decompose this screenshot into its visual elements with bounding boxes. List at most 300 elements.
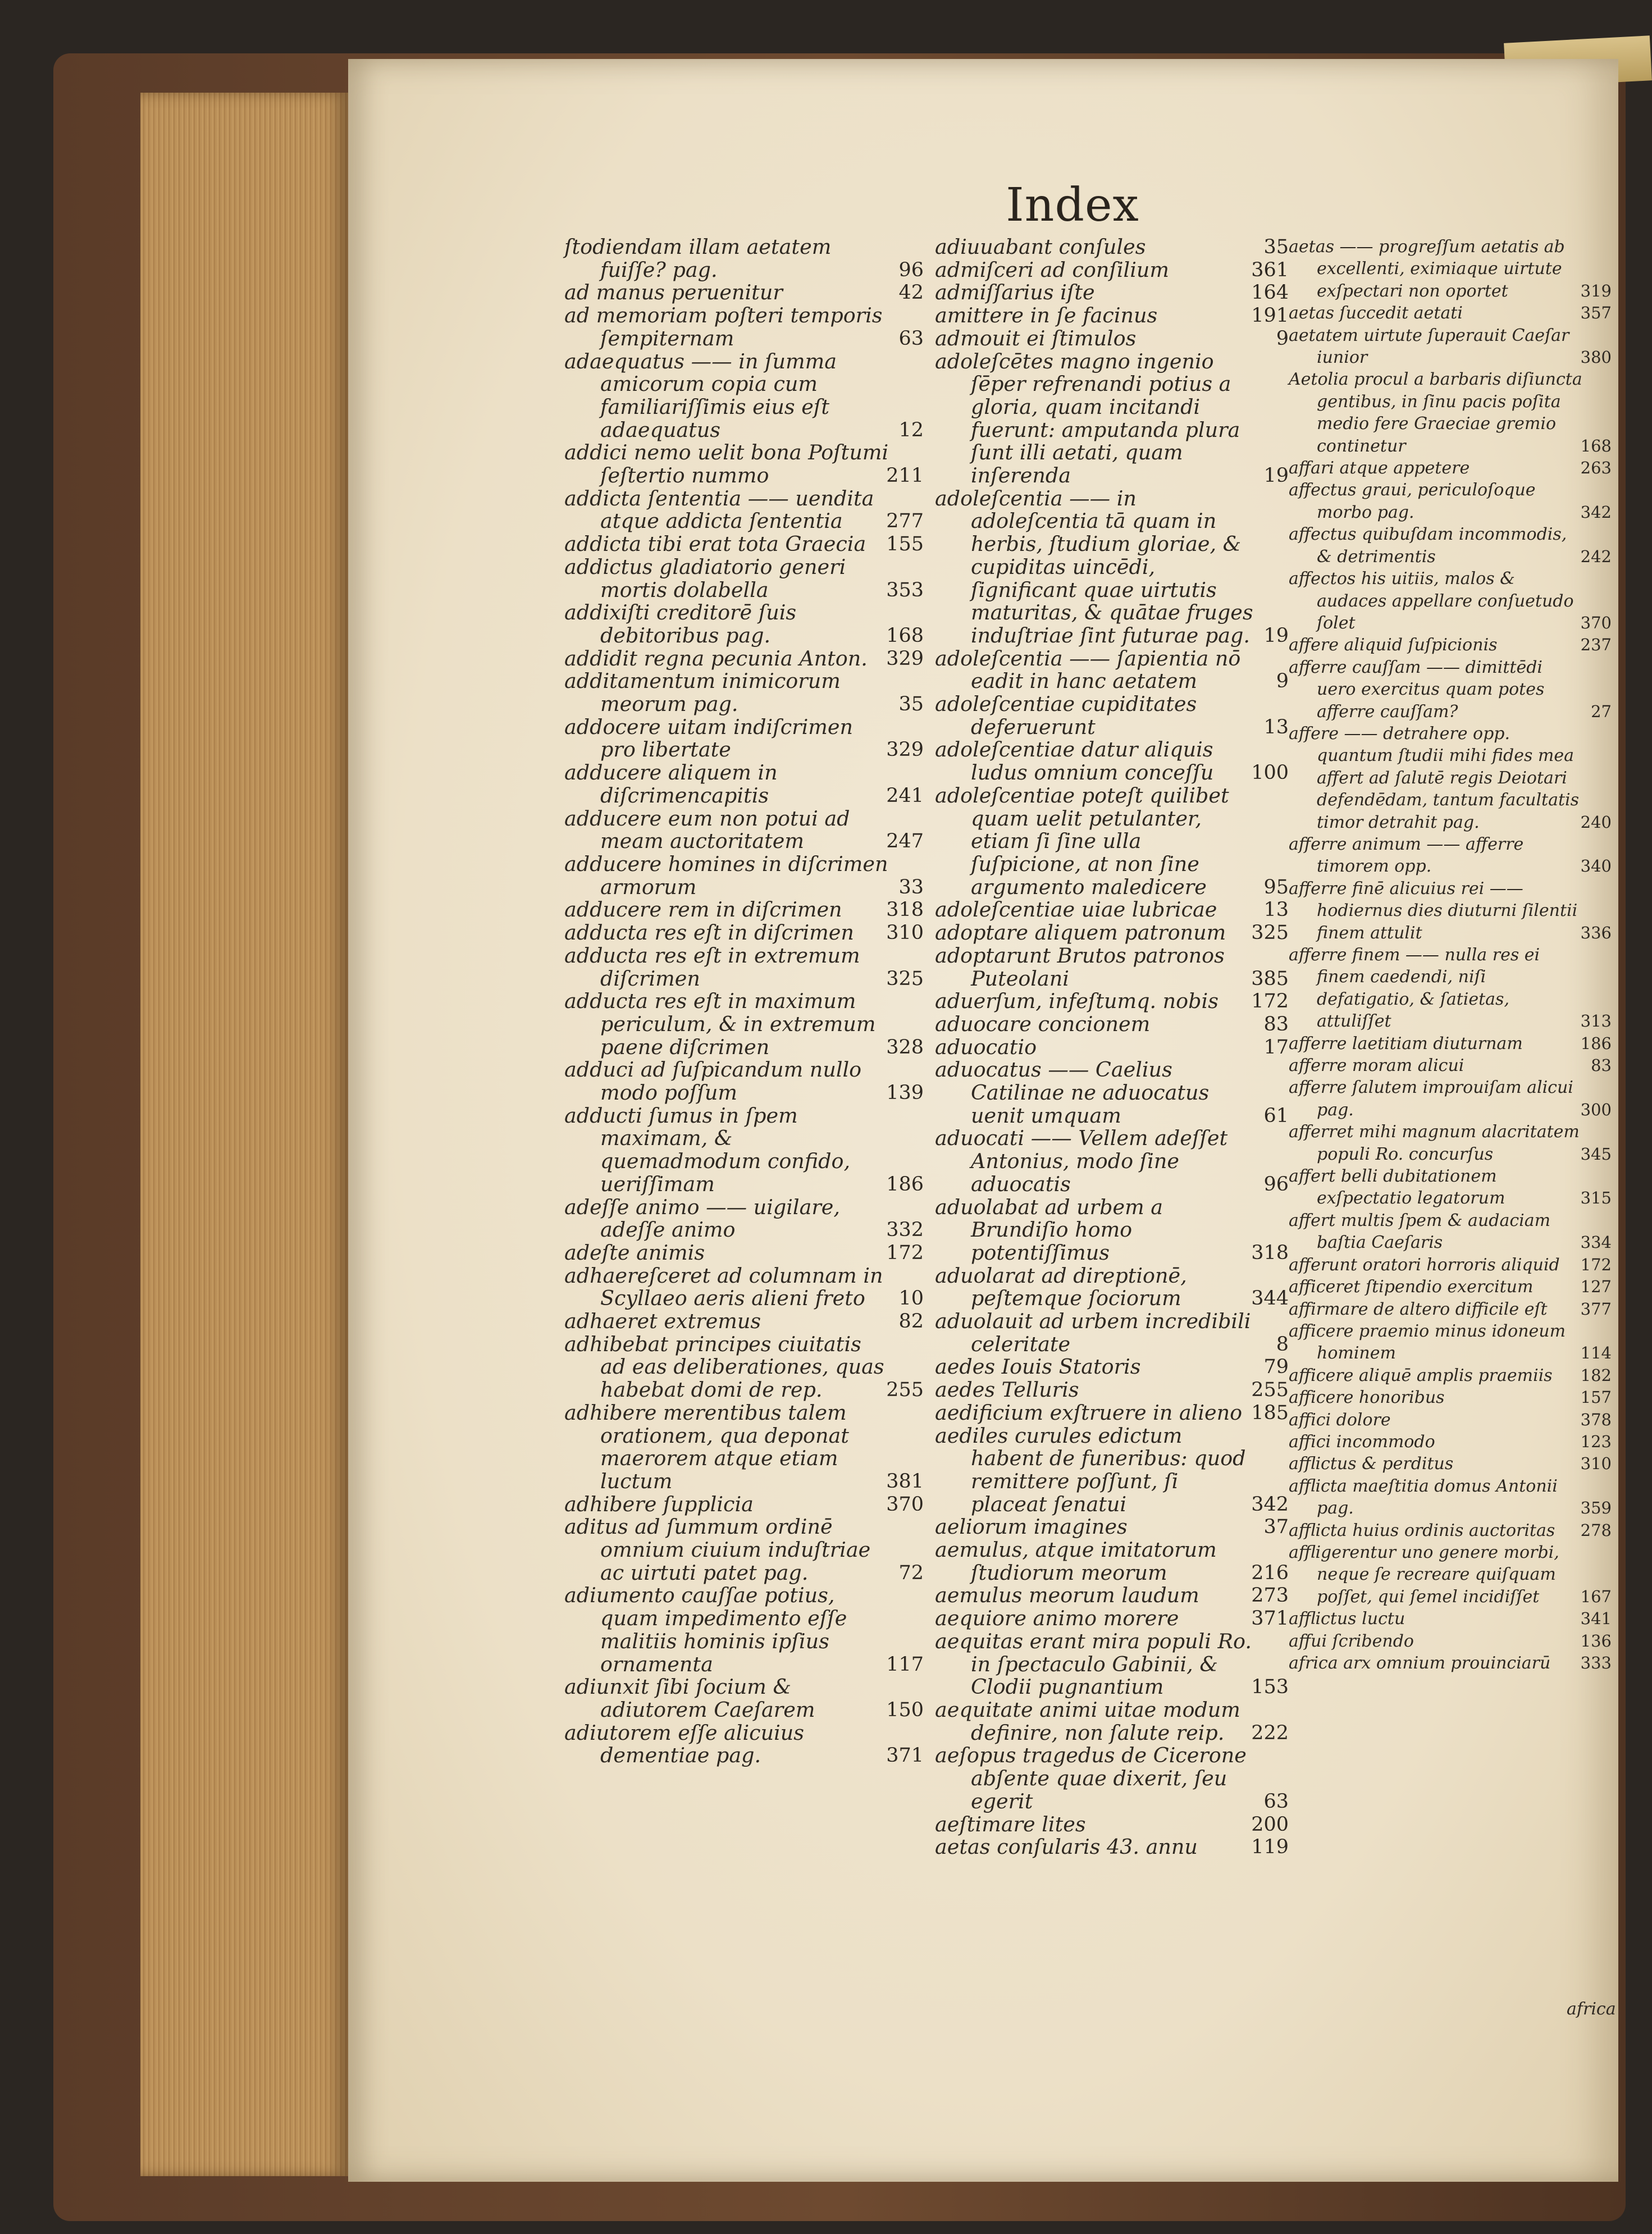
entry-page-number: 13 xyxy=(1263,715,1289,738)
entry-text: adhaeret extremus xyxy=(564,1309,761,1334)
entry-text: affligerentur uno genere morbi, neque ſe recreare quiſquam poſſet, qui ſemel incidiſſet xyxy=(1289,1542,1559,1607)
entry-text: ad manus peruenitur xyxy=(564,280,783,305)
index-entry xyxy=(564,487,924,533)
index-entry xyxy=(564,1402,924,1493)
entry-page-number: 318 xyxy=(1251,1241,1289,1264)
entry-text: aetas —— progreſſum aetatis ab excellenti, eximiaque uirtute exſpectari non oportet xyxy=(1289,237,1565,301)
entry-page-number: 200 xyxy=(1251,1813,1289,1836)
index-entry xyxy=(1289,1210,1612,1254)
index-entry xyxy=(1289,325,1612,369)
index-column-3 xyxy=(1289,236,1612,1674)
index-entry xyxy=(935,1584,1289,1607)
index-entry xyxy=(1289,1630,1612,1652)
entry-text: aduolauit ad urbem incredibili celeritate xyxy=(935,1309,1251,1356)
entry-page-number: 332 xyxy=(886,1219,924,1242)
entry-page-number: 222 xyxy=(1251,1721,1289,1744)
entry-text: aduocati —— Vellem adeſſet Antonius, modo ſine aduocatis xyxy=(935,1126,1228,1196)
entry-text: aequiore animo morere xyxy=(935,1606,1179,1631)
index-entry xyxy=(1289,1475,1612,1520)
entry-page-number: 353 xyxy=(886,578,924,601)
entry-page-number: 325 xyxy=(886,967,924,990)
entry-page-number: 83 xyxy=(1591,1056,1612,1075)
entry-page-number: 182 xyxy=(1580,1365,1612,1385)
entry-text: aduocatus —— Caelius Catilinae ne aduocatus uenit umquam xyxy=(935,1057,1210,1128)
entry-page-number: 341 xyxy=(1580,1609,1612,1629)
index-entry xyxy=(935,1539,1289,1584)
entry-text: aeſtimare lites xyxy=(935,1812,1086,1836)
entry-page-number: 378 xyxy=(1580,1410,1612,1429)
entry-page-number: 344 xyxy=(1251,1287,1289,1310)
entry-page-number: 380 xyxy=(1580,348,1612,367)
entry-page-number: 83 xyxy=(1263,1013,1289,1036)
index-entry xyxy=(1289,479,1612,523)
entry-text: adiunxit ſibi ſocium & adiutorem Caeſarem xyxy=(564,1675,815,1722)
entry-page-number: 172 xyxy=(886,1241,924,1264)
entry-page-number: 9 xyxy=(1276,327,1289,350)
index-entry xyxy=(1289,944,1612,1033)
entry-text: afferre moram alicui xyxy=(1289,1056,1464,1076)
index-entry xyxy=(1289,634,1612,656)
entry-page-number: 278 xyxy=(1580,1520,1612,1540)
entry-page-number: 370 xyxy=(1580,613,1612,632)
entry-text: afflictus & perditus xyxy=(1289,1454,1454,1474)
entry-page-number: 96 xyxy=(1263,1173,1289,1196)
index-entry xyxy=(935,648,1289,693)
index-entry xyxy=(564,236,924,281)
index-entry xyxy=(935,1356,1289,1379)
index-entry xyxy=(935,236,1289,259)
entry-text: ſtodiendam illam aetatem fuiſſe? pag. xyxy=(564,235,832,282)
index-entry xyxy=(935,1699,1289,1744)
entry-text: aduocatio xyxy=(935,1034,1037,1059)
entry-text: afferre cauſſam —— dimittēdi uero exercitus quam potes afferre cauſſam? xyxy=(1289,657,1545,722)
index-column-2 xyxy=(935,236,1289,1859)
index-entry xyxy=(935,1310,1289,1356)
index-column-1 xyxy=(564,236,924,1767)
entry-text: adoptarunt Brutos patronos Puteolani xyxy=(935,943,1225,991)
index-entry xyxy=(935,1744,1289,1813)
entry-text: adoleſcētes magno ingenio ſēper refrenandi potius a gloria, quam incitandi fuerunt: amputanda plura ſunt illi aetati, quam inſerenda xyxy=(935,349,1240,488)
entry-page-number: 357 xyxy=(1580,303,1612,323)
index-entry xyxy=(1289,1409,1612,1431)
index-entry xyxy=(1289,568,1612,634)
entry-page-number: 310 xyxy=(1580,1454,1612,1474)
entry-page-number: 191 xyxy=(1251,304,1289,327)
index-entry xyxy=(935,1013,1289,1036)
index-entry xyxy=(1289,1254,1612,1276)
entry-text: aduocare concionem xyxy=(935,1011,1151,1036)
entry-text: afflicta huius ordinis auctoritas xyxy=(1289,1520,1555,1540)
entry-page-number: 240 xyxy=(1580,812,1612,832)
index-entry xyxy=(935,1402,1289,1425)
entry-page-number: 370 xyxy=(886,1493,924,1516)
index-entry xyxy=(935,1196,1289,1265)
entry-page-number: 211 xyxy=(886,464,924,487)
index-entry xyxy=(1289,368,1612,457)
index-entry xyxy=(1289,302,1612,324)
entry-page-number: 96 xyxy=(898,258,924,281)
entry-text: ad memoriam poſteri temporis ſempiternam xyxy=(564,303,883,350)
entry-page-number: 157 xyxy=(1580,1388,1612,1407)
entry-page-number: 82 xyxy=(898,1310,924,1333)
entry-page-number: 247 xyxy=(886,830,924,853)
entry-page-number: 164 xyxy=(1251,281,1289,304)
entry-text: affert multis ſpem & audaciam baſtia Caeſaris xyxy=(1289,1210,1551,1253)
entry-text: addictus gladiatorio generi mortis dolabella xyxy=(564,554,846,602)
index-entry xyxy=(564,1242,924,1265)
entry-page-number: 8 xyxy=(1276,1333,1289,1356)
entry-page-number: 315 xyxy=(1580,1188,1612,1208)
entry-text: adoptare aliquem patronum xyxy=(935,920,1226,945)
index-entry xyxy=(564,601,924,647)
entry-page-number: 17 xyxy=(1263,1036,1289,1059)
entry-page-number: 63 xyxy=(898,327,924,350)
entry-text: afficeret ſtipendio exercitum xyxy=(1289,1277,1534,1297)
entry-page-number: 37 xyxy=(1263,1516,1289,1539)
index-entry xyxy=(564,1059,924,1104)
index-entry xyxy=(564,670,924,715)
index-entry xyxy=(935,785,1289,899)
index-entry xyxy=(1289,1055,1612,1077)
entry-text: adducere rem in diſcrimen xyxy=(564,897,842,922)
index-entry xyxy=(1289,523,1612,568)
entry-page-number: 333 xyxy=(1580,1653,1612,1672)
entry-text: affere aliquid ſuſpicionis xyxy=(1289,635,1498,655)
entry-text: aequitas erant mira populi Ro. in ſpectaculo Gabinii, & Clodii pugnantium xyxy=(935,1629,1252,1699)
entry-text: affirmare de altero difficile eſt xyxy=(1289,1299,1548,1319)
index-entry xyxy=(1289,1431,1612,1453)
index-entry xyxy=(1289,1165,1612,1210)
index-entry xyxy=(564,1265,924,1310)
entry-page-number: 33 xyxy=(898,876,924,899)
index-entry xyxy=(935,899,1289,922)
entry-page-number: 150 xyxy=(886,1699,924,1721)
entry-page-number: 123 xyxy=(1580,1431,1612,1451)
index-entry xyxy=(935,1379,1289,1402)
page-header: Index xyxy=(1006,179,1139,232)
index-entry xyxy=(564,1676,924,1721)
entry-page-number: 19 xyxy=(1263,624,1289,647)
entry-text: adiutorem eſſe alicuius dementiae pag. xyxy=(564,1720,805,1768)
entry-page-number: 255 xyxy=(1251,1379,1289,1402)
entry-page-number: 27 xyxy=(1591,701,1612,721)
entry-page-number: 242 xyxy=(1580,546,1612,566)
index-entry xyxy=(935,1813,1289,1836)
index-entry xyxy=(1289,1453,1612,1475)
entry-page-number: 35 xyxy=(1263,236,1289,258)
entry-text: adducta res eſt in maximum periculum, & in extremum paene diſcrimen xyxy=(564,989,876,1059)
entry-text: aduolarat ad direptionē, peſtemque ſociorum xyxy=(935,1263,1187,1311)
entry-page-number: 241 xyxy=(886,784,924,807)
entry-text: adoleſcentiae cupiditates deferuerunt xyxy=(935,692,1197,739)
index-entry xyxy=(935,1630,1289,1699)
entry-text: adiumento cauſſae potius, quam impedimento eſſe malitiis hominis ipſius ornamenta xyxy=(564,1583,847,1676)
index-entry xyxy=(935,1607,1289,1630)
index-entry xyxy=(564,1493,924,1516)
page-edges xyxy=(140,93,348,2176)
entry-text: adhibere merentibus talem orationem, qua deponat maerorem atque etiam luctum xyxy=(564,1400,849,1493)
entry-page-number: 185 xyxy=(1251,1401,1289,1424)
index-entry xyxy=(1289,457,1612,479)
entry-text: affui ſcribendo xyxy=(1289,1631,1414,1651)
entry-text: adhibere ſupplicia xyxy=(564,1492,754,1516)
index-entry xyxy=(564,1584,924,1676)
index-entry xyxy=(564,556,924,601)
index-entry xyxy=(564,990,924,1059)
entry-text: adoleſcentiae datur aliquis ludus omnium conceſſu xyxy=(935,737,1214,785)
entry-page-number: 42 xyxy=(898,281,924,304)
entry-page-number: 325 xyxy=(1251,922,1289,945)
entry-text: aeſopus tragedus de Cicerone abſente quae dixerit, ſeu egerit xyxy=(935,1743,1247,1813)
entry-page-number: 342 xyxy=(1251,1493,1289,1516)
entry-page-number: 371 xyxy=(886,1744,924,1767)
entry-page-number: 10 xyxy=(898,1287,924,1310)
entry-text: adiuuabant conſules xyxy=(935,235,1146,259)
entry-text: aetas ſuccedit aetati xyxy=(1289,303,1463,323)
entry-text: addici nemo uelit bona Poſtumi ſeſtertio nummo xyxy=(564,440,889,488)
entry-page-number: 318 xyxy=(886,899,924,922)
entry-page-number: 95 xyxy=(1263,876,1289,899)
entry-page-number: 172 xyxy=(1580,1255,1612,1274)
entry-text: afflicta maeſtitia domus Antonii pag. xyxy=(1289,1476,1558,1519)
entry-text: afferre animum —— afferre timorem opp. xyxy=(1289,834,1524,877)
entry-page-number: 334 xyxy=(1580,1233,1612,1252)
index-entry xyxy=(564,716,924,762)
entry-page-number: 345 xyxy=(1580,1144,1612,1164)
entry-page-number: 19 xyxy=(1263,464,1289,487)
entry-text: adoleſcentiae uiae lubricae xyxy=(935,897,1217,922)
entry-text: addicta tibi erat tota Graecia xyxy=(564,532,866,557)
index-entry xyxy=(1289,1365,1612,1387)
entry-page-number: 186 xyxy=(1580,1033,1612,1053)
entry-page-number: 119 xyxy=(1251,1836,1289,1859)
index-entry xyxy=(935,990,1289,1013)
entry-text: aeliorum imagines xyxy=(935,1515,1128,1539)
entry-page-number: 336 xyxy=(1580,923,1612,942)
entry-text: afferre finem —— nulla res ei finem caedendi, niſi defatigatio, & ſatietas, attuliſſet xyxy=(1289,945,1540,1032)
entry-text: aediles curules edictum habent de funeribus: quod remittere poſſunt, ſi placeat ſenatui xyxy=(935,1423,1246,1516)
index-entry xyxy=(564,899,924,922)
entry-text: aemulus meorum laudum xyxy=(935,1583,1199,1608)
index-entry xyxy=(564,922,924,945)
entry-text: aditus ad ſummum ordinē omnium ciuium induſtriae ac uirtuti patet pag. xyxy=(564,1515,871,1585)
entry-text: adoleſcentia —— ſapientia nō eadit in hanc aetatem xyxy=(935,646,1241,694)
index-entry xyxy=(935,738,1289,784)
index-entry xyxy=(564,648,924,671)
entry-text: admouit ei ſtimulos xyxy=(935,326,1137,350)
index-entry xyxy=(564,281,924,304)
index-entry xyxy=(564,304,924,350)
index-entry xyxy=(935,304,1289,327)
entry-page-number: 72 xyxy=(898,1561,924,1584)
index-entry xyxy=(935,350,1289,487)
index-entry xyxy=(1289,1320,1612,1365)
entry-text: aedes Telluris xyxy=(935,1378,1079,1402)
entry-page-number: 153 xyxy=(1251,1676,1289,1699)
entry-page-number: 361 xyxy=(1251,258,1289,281)
entry-page-number: 79 xyxy=(1263,1356,1289,1379)
entry-text: adduci ad ſuſpicandum nullo modo poſſum xyxy=(564,1057,862,1105)
index-entry xyxy=(1289,1652,1612,1674)
entry-text: affectos his uitiis, malos & audaces appellare conſuetudo ſolet xyxy=(1289,569,1574,633)
catchword: africa xyxy=(1567,1999,1616,2019)
index-entry xyxy=(1289,1276,1612,1298)
index-entry xyxy=(935,1036,1289,1059)
entry-text: adoleſcentiae poteſt quilibet quam uelit petulanter, etiam ſi ſine ulla ſuſpicione, at non ſine argumento maledicere xyxy=(935,783,1229,899)
entry-page-number: 136 xyxy=(1580,1631,1612,1651)
index-entry xyxy=(564,853,924,899)
entry-page-number: 61 xyxy=(1263,1104,1289,1127)
entry-page-number: 319 xyxy=(1580,281,1612,300)
entry-text: adducta res eſt in extremum diſcrimen xyxy=(564,943,860,991)
entry-page-number: 385 xyxy=(1251,967,1289,990)
entry-page-number: 168 xyxy=(886,624,924,647)
entry-text: adeſte animis xyxy=(564,1240,705,1265)
index-entry xyxy=(564,762,924,807)
entry-page-number: 186 xyxy=(886,1173,924,1196)
entry-page-number: 9 xyxy=(1276,670,1289,693)
entry-text: affert belli dubitationem exſpectatio legatorum xyxy=(1289,1166,1505,1209)
entry-text: adaequatus —— in ſumma amicorum copia cum familiariſſimis eius eſt adaequatus xyxy=(564,349,837,442)
entry-text: aetas conſularis 43. annu xyxy=(935,1835,1198,1859)
index-entry xyxy=(564,808,924,853)
entry-text: africa arx omnium prouinciarū xyxy=(1289,1653,1551,1673)
entry-text: amittere in ſe facinus xyxy=(935,303,1158,328)
entry-text: afferre finē alicuius rei —— hodiernus dies diuturni ſilentii finem attulit xyxy=(1289,878,1578,943)
entry-page-number: 237 xyxy=(1580,635,1612,655)
entry-page-number: 277 xyxy=(886,510,924,533)
entry-text: affectus graui, periculoſoque morbo pag. xyxy=(1289,480,1536,522)
entry-page-number: 35 xyxy=(898,693,924,716)
entry-page-number: 329 xyxy=(886,647,924,670)
index-entry xyxy=(935,1059,1289,1127)
entry-page-number: 172 xyxy=(1251,990,1289,1013)
entry-text: aedificium exſtruere in alieno xyxy=(935,1400,1243,1425)
index-entry xyxy=(564,350,924,442)
index-entry xyxy=(1289,1033,1612,1055)
index-entry xyxy=(935,1836,1289,1859)
entry-text: aemulus, atque imitatorum ſtudiorum meorum xyxy=(935,1538,1217,1585)
index-entry xyxy=(935,281,1289,304)
entry-text: additamentum inimicorum meorum pag. xyxy=(564,669,841,717)
index-entry xyxy=(1289,656,1612,723)
entry-text: addixiſti creditorē ſuis debitoribus pag. xyxy=(564,600,797,648)
entry-text: adducere aliquem in diſcrimencapitis xyxy=(564,760,778,808)
entry-page-number: 167 xyxy=(1580,1586,1612,1606)
index-entry xyxy=(1289,1387,1612,1408)
index-entry xyxy=(564,441,924,487)
entry-text: admiſceri ad conſilium xyxy=(935,257,1169,282)
entry-text: affere —— detrahere opp. quantum ſtudii mihi fides mea affert ad ſalutē regis Deiotari defendēdam, tantum facultatis timor detrahit pag. xyxy=(1289,723,1580,832)
entry-text: addicta ſententia —— uendita atque addicta ſententia xyxy=(564,486,874,534)
index-entry xyxy=(1289,1542,1612,1608)
entry-text: adeſſe animo —— uigilare, adeſſe animo xyxy=(564,1194,840,1242)
entry-text: afferre laetitiam diuturnam xyxy=(1289,1033,1523,1054)
entry-page-number: 263 xyxy=(1580,458,1612,478)
entry-page-number: 359 xyxy=(1580,1498,1612,1518)
index-entry xyxy=(935,693,1289,738)
index-entry xyxy=(1289,1298,1612,1320)
entry-text: adducere homines in diſcrimen armorum xyxy=(564,851,888,899)
index-entry xyxy=(564,1333,924,1402)
entry-page-number: 216 xyxy=(1251,1561,1289,1584)
entry-text: aequitate animi uitae modum definire, non ſalute reip. xyxy=(935,1698,1240,1745)
index-entry xyxy=(935,1265,1289,1310)
index-entry xyxy=(1289,236,1612,302)
index-entry xyxy=(935,1127,1289,1196)
entry-text: afficere honoribus xyxy=(1289,1388,1445,1408)
entry-text: affici dolore xyxy=(1289,1410,1391,1430)
index-entry xyxy=(1289,1077,1612,1121)
entry-page-number: 273 xyxy=(1251,1584,1289,1607)
entry-text: adhaereſceret ad columnam in Scyllaeo aeris alieni freto xyxy=(564,1263,883,1311)
index-entry xyxy=(935,1425,1289,1516)
entry-text: adducti ſumus in ſpem maximam, & quemadmodum confido, ueriſſimam xyxy=(564,1103,851,1196)
index-entry xyxy=(935,327,1289,350)
entry-text: aduolabat ad urbem a Brundiſio homo potentiſſimus xyxy=(935,1194,1163,1265)
entry-page-number: 342 xyxy=(1580,502,1612,522)
entry-page-number: 381 xyxy=(886,1470,924,1493)
index-entry xyxy=(1289,1121,1612,1165)
entry-page-number: 328 xyxy=(886,1036,924,1059)
entry-text: addocere uitam indiſcrimen pro libertate xyxy=(564,714,853,762)
index-entry xyxy=(1289,1520,1612,1542)
entry-page-number: 13 xyxy=(1263,899,1289,922)
entry-text: affici incommodo xyxy=(1289,1431,1435,1452)
entry-text: afficere praemio minus idoneum hominem xyxy=(1289,1321,1566,1364)
entry-page-number: 155 xyxy=(886,533,924,556)
entry-page-number: 313 xyxy=(1580,1011,1612,1031)
entry-page-number: 300 xyxy=(1580,1100,1612,1119)
entry-page-number: 127 xyxy=(1580,1277,1612,1297)
index-entry xyxy=(564,1310,924,1333)
entry-page-number: 255 xyxy=(886,1379,924,1402)
entry-text: afferre ſalutem improuiſam alicui pag. xyxy=(1289,1078,1573,1120)
entry-text: afficere aliquē amplis praemiis xyxy=(1289,1365,1553,1385)
index-entry xyxy=(564,533,924,556)
entry-text: afferunt oratori horroris aliquid xyxy=(1289,1255,1560,1275)
entry-page-number: 168 xyxy=(1580,436,1612,455)
index-entry xyxy=(564,945,924,990)
entry-page-number: 139 xyxy=(886,1082,924,1105)
entry-page-number: 117 xyxy=(886,1653,924,1676)
index-entry xyxy=(1289,833,1612,878)
index-entry xyxy=(564,1105,924,1196)
index-entry xyxy=(935,945,1289,990)
entry-text: admiſſarius iſte xyxy=(935,280,1095,305)
entry-page-number: 114 xyxy=(1580,1343,1612,1363)
index-entry xyxy=(935,487,1289,648)
index-entry xyxy=(935,259,1289,282)
index-entry xyxy=(1289,723,1612,833)
entry-page-number: 100 xyxy=(1251,762,1289,785)
entry-page-number: 340 xyxy=(1580,856,1612,876)
entry-text: Aetolia procul a barbaris diſiuncta gentibus, in ſinu pacis poſita medio fere Graeciae gremio continetur xyxy=(1289,370,1582,456)
entry-text: addidit regna pecunia Anton. xyxy=(564,646,868,671)
entry-text: adhibebat principes ciuitatis ad eas deliberationes, quas habebat domi de rep. xyxy=(564,1332,884,1402)
entry-text: aduerſum, infeſtumq. nobis xyxy=(935,989,1219,1014)
entry-text: affectus quibuſdam incommodis, & detrimentis xyxy=(1289,525,1567,567)
entry-text: adducere eum non potui ad meam auctoritatem xyxy=(564,806,850,854)
index-entry xyxy=(564,1722,924,1767)
entry-text: adoleſcentia —— in adoleſcentia tā quam in herbis, ſtudium gloriae, & cupiditas uincēdi, ſignificant quae uirtutis maturitas, & quātae fruges induſtriae ſint futurae pag. xyxy=(935,486,1253,648)
entry-page-number: 329 xyxy=(886,738,924,762)
entry-text: aedes Iouis Statoris xyxy=(935,1355,1141,1379)
index-entry xyxy=(564,1516,924,1584)
index-entry xyxy=(1289,878,1612,944)
entry-page-number: 63 xyxy=(1263,1790,1289,1813)
entry-page-number: 371 xyxy=(1251,1607,1289,1630)
